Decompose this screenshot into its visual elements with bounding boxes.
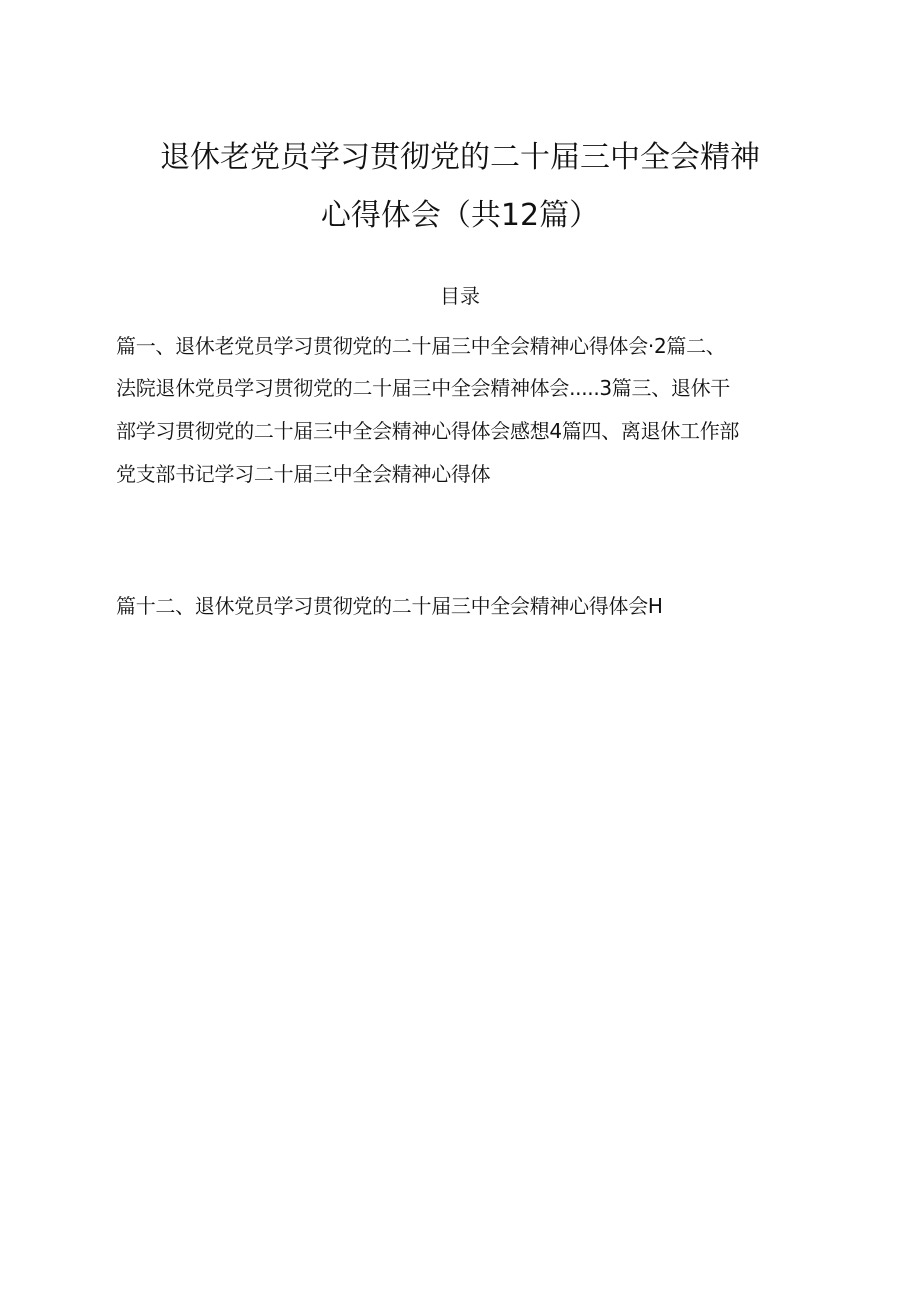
toc-line: 党支部书记学习二十届三中全会精神心得体: [116, 462, 491, 486]
document-title-line-1: 退休老党员学习贯彻党的二十届三中全会精神: [160, 140, 760, 175]
toc-line: 法院退休党员学习贯彻党的二十届三中全会精神体会.....3篇三、退休干: [116, 376, 731, 400]
toc-heading: 目录: [440, 284, 480, 308]
document-title-line-2: 心得体会（共12篇）: [320, 198, 600, 233]
toc-line: 篇一、退休老党员学习贯彻党的二十届三中全会精神心得体会·2篇二、: [116, 334, 726, 358]
toc-line: 部学习贯彻党的二十届三中全会精神心得体会感想4篇四、离退休工作部: [116, 419, 740, 443]
toc-entry-12: 篇十二、退休党员学习贯彻党的二十届三中全会精神心得体会H: [116, 594, 663, 618]
